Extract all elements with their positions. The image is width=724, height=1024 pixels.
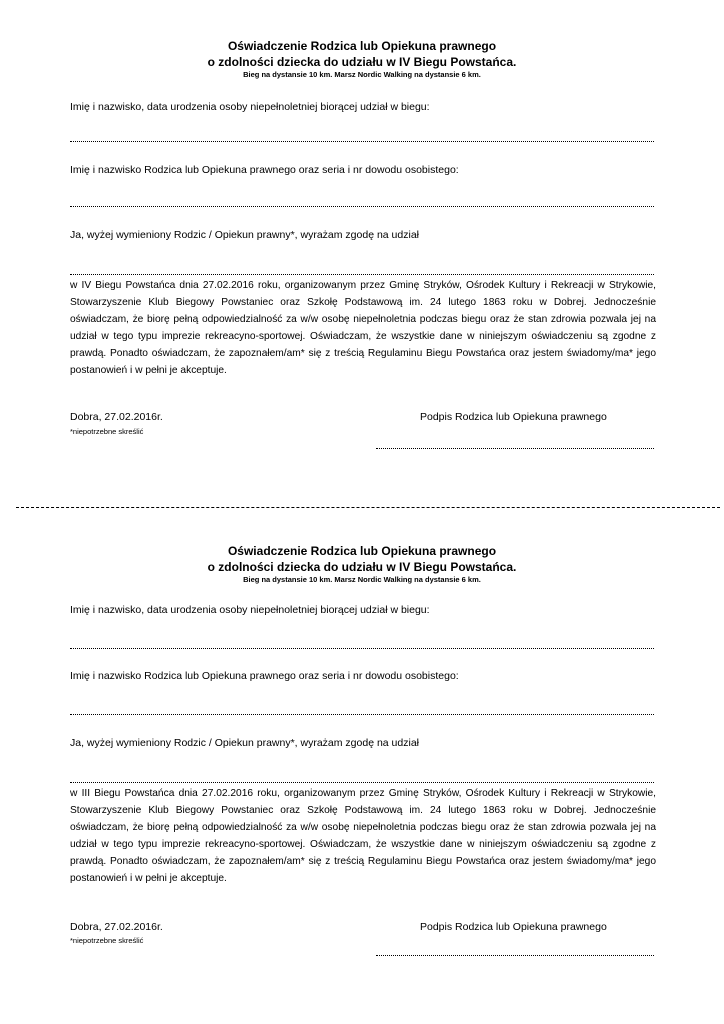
declaration-body: w IV Biegu Powstańca dnia 27.02.2016 roku, organizowanym przez Gminę Stryków, Ośrodek Kultury i Rekreacji w Strykowie, Stowarzyszenie Klub Biegowy Powstaniec oraz Szkołę Podstawową im. 24 lutego 1863 roku w Dobrej. Jednocześnie oświadczam, że biorę pełną odpowiedzialność za w/w osobę niepełnoletnia podczas biegu oraz że stan zdrowia pozwala jej na udział w tego typu imprezie rekreacyno-sportowej. Oświadczam, że wszystkie dane w niniejszym oświadczeniu są zgodne z prawdą. Ponadto oświadczam, że zapoznałem/am* się z treścią Regulaminu Biegu Powstańca oraz jestem świadomy/ma* jego postanowień i w pełni je akceptuje. bbox=[70, 280, 656, 376]
child-info-label: Imię i nazwisko, data urodzenia osoby niepełnoletniej biorącej udział w biegu: bbox=[70, 604, 430, 616]
place-date: Dobra, 27.02.2016r. bbox=[70, 921, 163, 933]
declaration-body: w III Biegu Powstańca dnia 27.02.2016 roku, organizowanym przez Gminę Stryków, Ośrodek Kultury i Rekreacji w Strykowie, Stowarzyszenie Klub Biegowy Powstaniec oraz Szkołę Podstawową im. 24 lutego 1863 roku w Dobrej. Jednocześnie oświadczam, że biorę pełną odpowiedzialność za w/w osobę niepełnoletnia podczas biegu oraz że stan zdrowia pozwala jej na udział w tego typu imprezie rekreacyno-sportowej. Oświadczam, że wszystkie dane w niniejszym oświadczeniu są zgodne z prawdą. Ponadto oświadczam, że zapoznałem/am* się z treścią Regulaminu Biegu Powstańca oraz jestem świadomy/ma* jego postanowień i w pełni je akceptuje. bbox=[70, 788, 656, 884]
form-subtitle: Bieg na dystansie 10 km. Marsz Nordic Walking na dystansie 6 km. bbox=[243, 575, 481, 584]
form-title-line1: Oświadczenie Rodzica lub Opiekuna prawnego bbox=[227, 39, 497, 53]
signature-field[interactable] bbox=[376, 448, 654, 449]
form-title-line2: o zdolności dziecka do udziału w IV Biegu Powstańca. bbox=[207, 560, 517, 574]
form-subtitle: Bieg na dystansie 10 km. Marsz Nordic Walking na dystansie 6 km. bbox=[243, 70, 481, 79]
form-title-line1: Oświadczenie Rodzica lub Opiekuna prawnego bbox=[227, 544, 497, 558]
place-date: Dobra, 27.02.2016r. bbox=[70, 411, 163, 423]
parent-info-label: Imię i nazwisko Rodzica lub Opiekuna prawnego oraz seria i nr dowodu osobistego: bbox=[70, 164, 459, 176]
child-info-field[interactable] bbox=[70, 648, 654, 649]
signature-label: Podpis Rodzica lub Opiekuna prawnego bbox=[420, 411, 607, 423]
consent-label: Ja, wyżej wymieniony Rodzic / Opiekun prawny*, wyrażam zgodę na udział bbox=[70, 737, 419, 749]
consent-label: Ja, wyżej wymieniony Rodzic / Opiekun prawny*, wyrażam zgodę na udział bbox=[70, 229, 419, 241]
signature-label: Podpis Rodzica lub Opiekuna prawnego bbox=[420, 921, 607, 933]
parent-info-label: Imię i nazwisko Rodzica lub Opiekuna prawnego oraz seria i nr dowodu osobistego: bbox=[70, 670, 459, 682]
child-info-label: Imię i nazwisko, data urodzenia osoby niepełnoletniej biorącej udział w biegu: bbox=[70, 101, 430, 113]
cut-line-divider bbox=[16, 507, 720, 508]
footnote: *niepotrzebne skreślić bbox=[70, 427, 144, 436]
parent-info-field[interactable] bbox=[70, 206, 654, 207]
child-info-field[interactable] bbox=[70, 141, 654, 142]
footnote: *niepotrzebne skreślić bbox=[70, 936, 144, 945]
parent-info-field[interactable] bbox=[70, 714, 654, 715]
signature-field[interactable] bbox=[376, 955, 654, 956]
consent-field[interactable] bbox=[70, 782, 654, 783]
consent-field[interactable] bbox=[70, 274, 654, 275]
form-title-line2: o zdolności dziecka do udziału w IV Biegu Powstańca. bbox=[207, 55, 517, 69]
